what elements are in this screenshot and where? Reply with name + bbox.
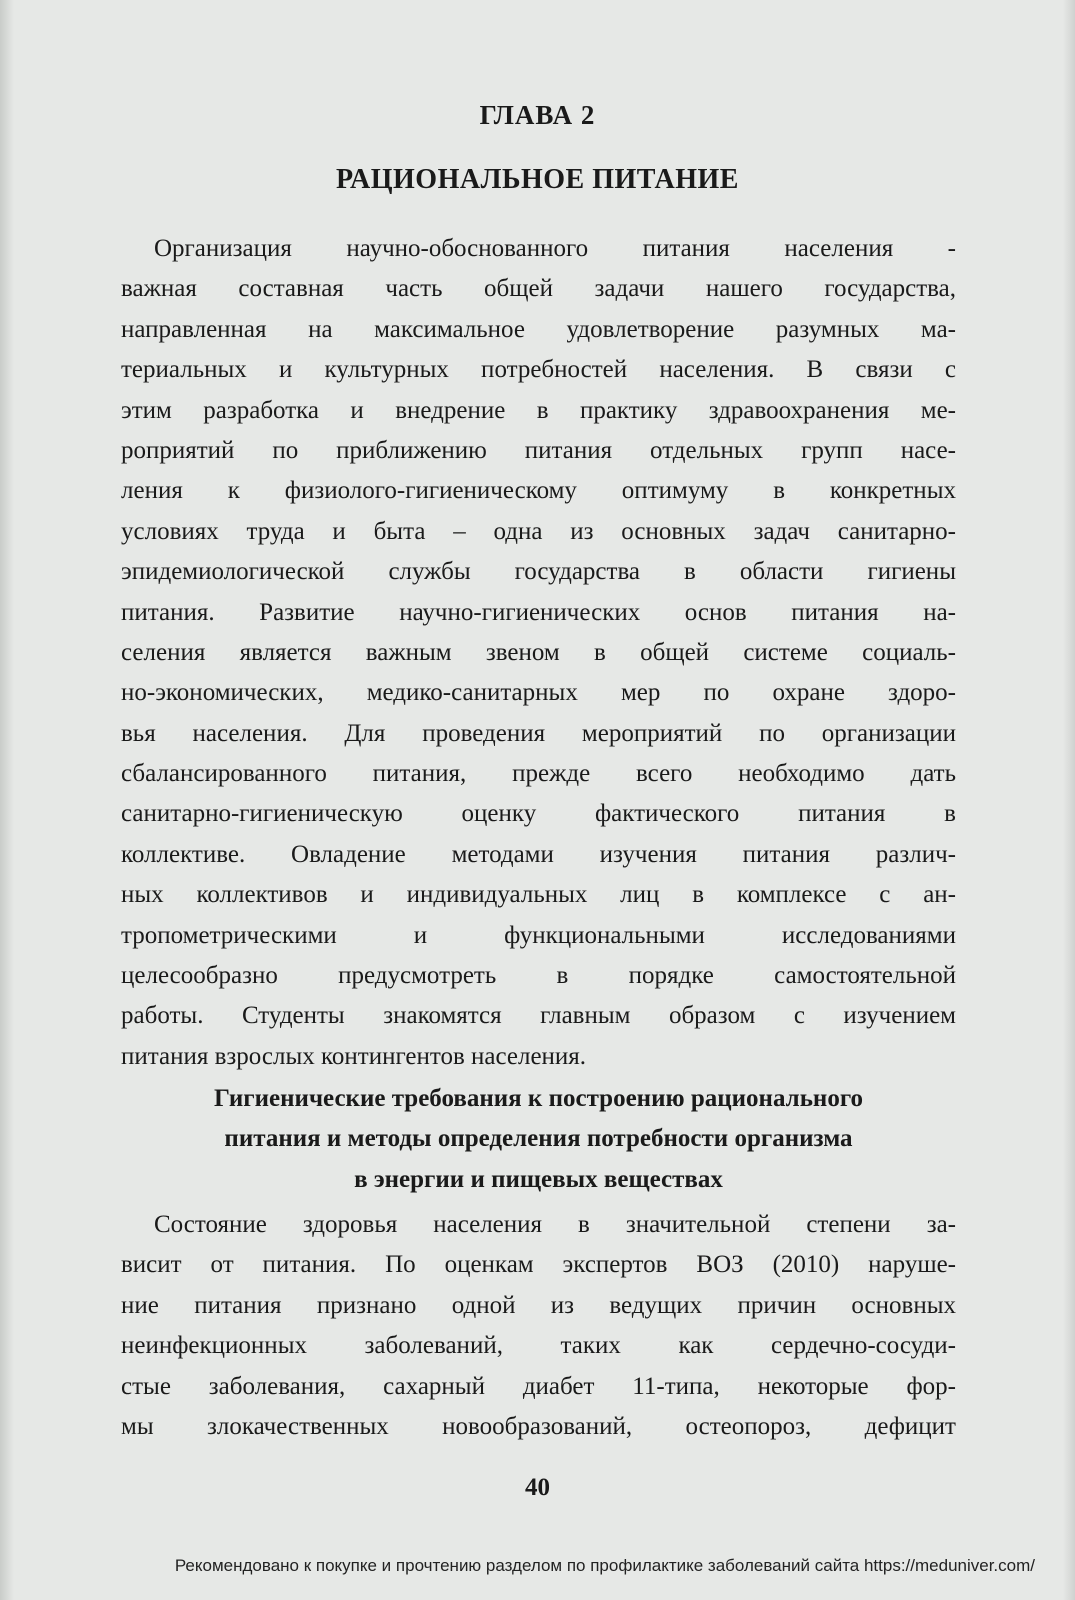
paragraph-line: мы злокачественных новообразований, остеопороз, дефицит bbox=[121, 1412, 956, 1440]
paragraph-line: работы. Студенты знакомятся главным образом с изучением bbox=[121, 1002, 956, 1030]
paragraph-line: этим разработка и внедрение в практику здравоохранения ме- bbox=[121, 396, 956, 424]
section-heading-line: питания и методы определения потребности организма bbox=[224, 1125, 853, 1153]
chapter-number: ГЛАВА 2 bbox=[479, 100, 596, 130]
paragraph-line: роприятий по приближению питания отдельных групп насе- bbox=[121, 436, 956, 464]
paragraph-line: висит от питания. По оценкам экспертов ВОЗ (2010) наруше- bbox=[121, 1251, 956, 1279]
paragraph-line: ных коллективов и индивидуальных лиц в комплексе с ан- bbox=[121, 881, 956, 909]
paragraph-line: коллективе. Овладение методами изучения питания различ- bbox=[121, 840, 956, 868]
paragraph-line: целесообразно предусмотреть в порядке самостоятельной bbox=[121, 962, 956, 990]
paragraph-line: ние питания признано одной из ведущих причин основных bbox=[121, 1291, 956, 1319]
paragraph-line: ления к физиолого-гигиеническому оптимуму в конкретных bbox=[121, 477, 956, 505]
paragraph-health bbox=[121, 1205, 956, 1447]
paragraph-line: Состояние здоровья населения в значительной степени за- bbox=[154, 1211, 956, 1238]
section-heading bbox=[121, 1079, 956, 1200]
paragraph-line: селения является важным звеном в общей системе социаль- bbox=[121, 638, 956, 666]
paragraph-line: эпидемиологической службы государства в области гигиены bbox=[121, 558, 956, 586]
chapter-title: РАЦИОНАЛЬНОЕ ПИТАНИЕ bbox=[336, 164, 739, 195]
paragraph-line: стые заболевания, сахарный диабет 11-типа, некоторые фор- bbox=[121, 1372, 956, 1400]
paragraph-line: важная составная часть общей задачи нашего государства, bbox=[121, 275, 956, 303]
paragraph-line: направленная на максимальное удовлетворение разумных ма- bbox=[121, 315, 956, 343]
paragraph-line: сбалансированного питания, прежде всего необходимо дать bbox=[121, 760, 956, 788]
paragraph-line: санитарно-гигиеническую оценку фактического питания в bbox=[121, 800, 956, 828]
paragraph-line: тропометрическими и функциональными исследованиями bbox=[121, 921, 956, 949]
paragraph-line: териальных и культурных потребностей населения. В связи с bbox=[121, 356, 956, 384]
page-number: 40 bbox=[525, 1474, 550, 1501]
footer-recommendation-note: Рекомендовано к покупке и прочтению разделом по профилактике заболеваний сайта https://meduniver.com/ bbox=[174, 1556, 1035, 1575]
paragraph-line: условиях труда и быта – одна из основных задач санитарно- bbox=[121, 517, 956, 545]
paragraph-line: питания взрослых контингентов населения. bbox=[121, 1042, 587, 1070]
section-heading-line: Гигиенические требования к построению рационального bbox=[213, 1085, 864, 1112]
paragraph-line: но-экономических, медико-санитарных мер по охране здоро- bbox=[121, 679, 956, 707]
paragraph-line: вья населения. Для проведения мероприятий по организации bbox=[121, 719, 956, 747]
paragraph-line: Организация научно-обоснованного питания населения - bbox=[154, 235, 956, 262]
paragraph-intro bbox=[121, 229, 956, 1077]
paragraph-line: питания. Развитие научно-гигиенических основ питания на- bbox=[121, 598, 956, 626]
paragraph-line: неинфекционных заболеваний, таких как сердечно-сосуди- bbox=[121, 1332, 956, 1360]
section-heading-line: в энергии и пищевых веществах bbox=[354, 1165, 723, 1193]
